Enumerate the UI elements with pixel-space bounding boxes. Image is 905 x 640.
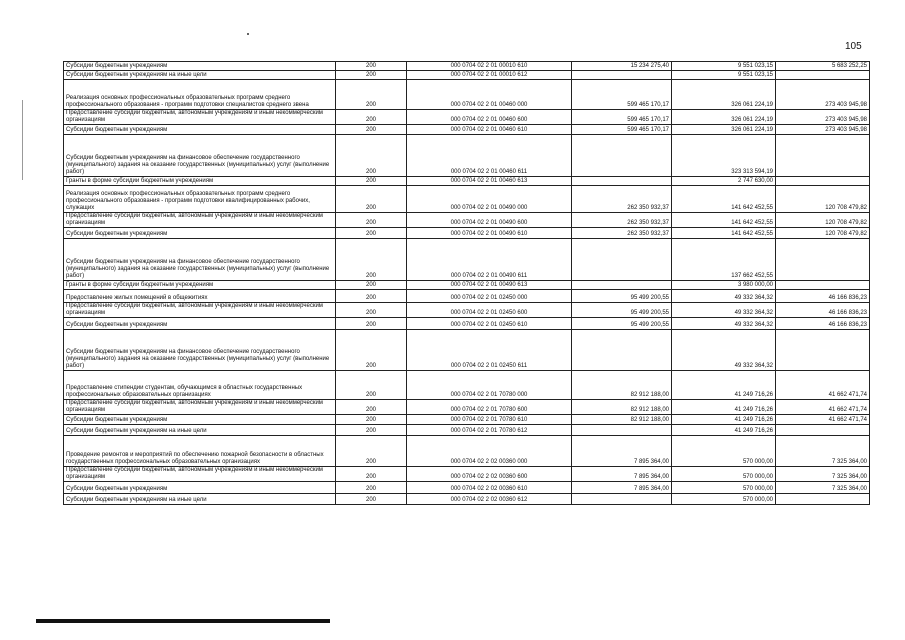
row-amount-remaining: 273 403 945,98 [776,80,870,110]
row-admin-code: 200 [336,494,407,505]
row-amount-planned: 95 499 200,55 [572,318,672,330]
row-amount-executed: 326 061 224,19 [672,110,776,125]
row-amount-executed: 49 332 364,32 [672,330,776,371]
row-budget-classification-code: 000 0704 02 2 01 00460 600 [407,110,572,125]
row-admin-code: 200 [336,213,407,228]
row-budget-classification-code: 000 0704 02 2 01 00460 000 [407,80,572,110]
row-description: Гранты в форме субсидии бюджетным учреждениям [64,177,336,186]
row-budget-classification-code: 000 0704 02 2 02 00360 600 [407,467,572,482]
table-row [64,415,870,425]
row-budget-classification-code: 000 0704 02 2 01 00010 610 [407,62,572,71]
row-amount-executed: 141 642 452,55 [672,228,776,239]
row-budget-classification-code: 000 0704 02 2 01 00490 600 [407,213,572,228]
row-description: Субсидии бюджетным учреждениям [64,62,336,71]
row-admin-code: 200 [336,303,407,318]
table-row [64,135,870,177]
row-description: Субсидии бюджетным учреждениям на финансовое обеспечение государственного (муниципального) задания на оказание государственных (муниципальных) услуг (выполнение работ) [64,135,336,177]
row-budget-classification-code: 000 0704 02 2 01 70780 600 [407,400,572,415]
row-budget-classification-code: 000 0704 02 2 01 70780 610 [407,415,572,425]
table-row [64,400,870,415]
row-description: Предоставление стипендии студентам, обучающимся в областных государственных профессиональных образовательных организациях [64,371,336,400]
row-amount-executed: 326 061 224,19 [672,80,776,110]
row-amount-remaining [776,71,870,80]
row-amount-executed: 323 313 594,19 [672,135,776,177]
table-row [64,436,870,467]
row-amount-executed: 41 249 716,26 [672,400,776,415]
table-row [64,110,870,125]
table-row [64,494,870,505]
row-description: Субсидии бюджетным учреждениям на иные цели [64,425,336,436]
page-number: 105 [845,41,862,52]
row-description: Предоставление субсидий бюджетным, автономным учреждениям и иным некоммерческим организациям [64,400,336,415]
scan-margin-line [22,100,23,180]
table-row [64,125,870,135]
row-admin-code: 200 [336,239,407,281]
row-amount-planned: 95 499 200,55 [572,290,672,303]
row-admin-code: 200 [336,80,407,110]
row-admin-code: 200 [336,371,407,400]
row-amount-planned: 262 350 932,37 [572,186,672,213]
row-amount-executed: 49 332 364,32 [672,318,776,330]
row-description: Субсидии бюджетным учреждениям на иные цели [64,494,336,505]
row-description: Субсидии бюджетным учреждениям на иные цели [64,71,336,80]
row-amount-executed: 570 000,00 [672,494,776,505]
row-admin-code: 200 [336,415,407,425]
row-admin-code: 200 [336,425,407,436]
row-amount-planned: 7 895 364,00 [572,436,672,467]
row-amount-executed: 3 980 000,00 [672,281,776,290]
row-amount-remaining: 41 662 471,74 [776,400,870,415]
row-amount-planned: 82 912 188,00 [572,371,672,400]
table-row [64,177,870,186]
row-amount-planned: 599 465 170,17 [572,125,672,135]
row-admin-code: 200 [336,135,407,177]
row-amount-planned: 262 350 932,37 [572,228,672,239]
row-budget-classification-code: 000 0704 02 2 02 00360 610 [407,482,572,494]
row-amount-executed: 49 332 364,32 [672,303,776,318]
table-row [64,186,870,213]
row-amount-planned: 82 912 188,00 [572,400,672,415]
row-admin-code: 200 [336,290,407,303]
row-amount-remaining: 7 325 364,00 [776,482,870,494]
row-amount-remaining: 46 166 836,23 [776,303,870,318]
row-description: Предоставление субсидий бюджетным, автономным учреждениям и иным некоммерческим организациям [64,213,336,228]
row-description: Предоставление субсидий бюджетным, автономным учреждениям и иным некоммерческим организациям [64,303,336,318]
row-amount-planned [572,330,672,371]
row-admin-code: 200 [336,400,407,415]
row-amount-remaining: 273 403 945,98 [776,125,870,135]
budget-table-body [64,62,870,505]
row-amount-planned [572,281,672,290]
row-amount-planned: 15 234 275,40 [572,62,672,71]
row-amount-remaining [776,177,870,186]
row-description: Проведение ремонтов и мероприятий по обеспечению пожарной безопасности в областных государственных профессиональных образовательных организациях [64,436,336,467]
row-admin-code: 200 [336,467,407,482]
row-budget-classification-code: 000 0704 02 2 02 00360 000 [407,436,572,467]
row-budget-classification-code: 000 0704 02 2 01 00460 613 [407,177,572,186]
row-amount-planned: 82 912 188,00 [572,415,672,425]
row-amount-planned: 262 350 932,37 [572,213,672,228]
footer-rule [36,619,330,623]
row-amount-remaining: 7 325 364,00 [776,436,870,467]
budget-table [63,61,870,505]
row-amount-executed: 137 662 452,55 [672,239,776,281]
row-budget-classification-code: 000 0704 02 2 01 02450 600 [407,303,572,318]
table-row [64,239,870,281]
row-amount-remaining: 41 662 471,74 [776,371,870,400]
row-amount-executed: 326 061 224,19 [672,125,776,135]
row-amount-planned: 599 465 170,17 [572,80,672,110]
row-admin-code: 200 [336,436,407,467]
row-budget-classification-code: 000 0704 02 2 01 00010 612 [407,71,572,80]
table-row [64,62,870,71]
row-budget-classification-code: 000 0704 02 2 01 02450 611 [407,330,572,371]
row-amount-executed: 41 249 716,26 [672,415,776,425]
row-admin-code: 200 [336,318,407,330]
row-amount-executed: 570 000,00 [672,467,776,482]
table-row [64,303,870,318]
row-amount-planned: 7 895 364,00 [572,482,672,494]
row-amount-remaining: 46 166 836,23 [776,290,870,303]
row-amount-remaining: 120 708 479,82 [776,186,870,213]
row-amount-remaining [776,135,870,177]
table-row [64,228,870,239]
row-amount-executed: 2 747 630,00 [672,177,776,186]
row-amount-executed: 41 249 716,26 [672,425,776,436]
row-description: Субсидии бюджетным учреждениям [64,318,336,330]
row-budget-classification-code: 000 0704 02 2 01 70780 000 [407,371,572,400]
row-budget-classification-code: 000 0704 02 2 01 00490 611 [407,239,572,281]
row-amount-remaining [776,330,870,371]
row-amount-executed: 41 249 716,26 [672,371,776,400]
row-amount-planned [572,177,672,186]
row-amount-planned [572,135,672,177]
row-budget-classification-code: 000 0704 02 2 01 02450 610 [407,318,572,330]
row-description: Субсидии бюджетным учреждениям на финансовое обеспечение государственного (муниципального) задания на оказание государственных (муниципальных) услуг (выполнение работ) [64,330,336,371]
row-amount-remaining [776,494,870,505]
row-amount-executed: 49 332 364,32 [672,290,776,303]
row-amount-planned: 599 465 170,17 [572,110,672,125]
row-budget-classification-code: 000 0704 02 2 01 00460 610 [407,125,572,135]
row-amount-remaining: 7 325 364,00 [776,467,870,482]
row-description: Субсидии бюджетным учреждениям [64,125,336,135]
row-description: Субсидии бюджетным учреждениям на финансовое обеспечение государственного (муниципального) задания на оказание государственных (муниципальных) услуг (выполнение работ) [64,239,336,281]
row-amount-planned [572,71,672,80]
row-description: Субсидии бюджетным учреждениям [64,482,336,494]
row-description: Гранты в форме субсидии бюджетным учреждениям [64,281,336,290]
row-amount-planned [572,239,672,281]
row-amount-remaining: 5 683 252,25 [776,62,870,71]
row-admin-code: 200 [336,177,407,186]
row-budget-classification-code: 000 0704 02 2 01 00490 610 [407,228,572,239]
row-amount-remaining [776,425,870,436]
row-amount-planned [572,494,672,505]
row-description: Предоставление субсидий бюджетным, автономным учреждениям и иным некоммерческим организациям [64,467,336,482]
row-amount-executed: 9 551 023,15 [672,62,776,71]
table-row [64,213,870,228]
row-amount-executed: 9 551 023,15 [672,71,776,80]
row-admin-code: 200 [336,186,407,213]
row-amount-remaining [776,239,870,281]
row-admin-code: 200 [336,482,407,494]
table-row [64,80,870,110]
row-amount-executed: 570 000,00 [672,436,776,467]
row-description: Субсидии бюджетным учреждениям [64,228,336,239]
row-amount-executed: 570 000,00 [672,482,776,494]
table-row [64,330,870,371]
row-description: Предоставление жилых помещений в общежитиях [64,290,336,303]
row-description: Реализация основных профессиональных образовательных программ среднего профессионального образования - программ подготовки специалистов среднего звена [64,80,336,110]
row-amount-executed: 141 642 452,55 [672,213,776,228]
table-row [64,467,870,482]
table-row [64,290,870,303]
row-amount-planned [572,425,672,436]
table-row [64,482,870,494]
scan-speck [247,33,249,35]
row-amount-remaining: 120 708 479,82 [776,228,870,239]
row-admin-code: 200 [336,281,407,290]
row-budget-classification-code: 000 0704 02 2 01 70780 612 [407,425,572,436]
row-amount-remaining [776,281,870,290]
row-amount-remaining: 273 403 945,98 [776,110,870,125]
row-description: Предоставление субсидий бюджетным, автономным учреждениям и иным некоммерческим организациям [64,110,336,125]
row-admin-code: 200 [336,125,407,135]
row-budget-classification-code: 000 0704 02 2 01 02450 000 [407,290,572,303]
row-amount-remaining: 41 662 471,74 [776,415,870,425]
row-admin-code: 200 [336,71,407,80]
row-amount-remaining: 46 166 836,23 [776,318,870,330]
row-budget-classification-code: 000 0704 02 2 01 00460 611 [407,135,572,177]
row-amount-planned: 7 895 364,00 [572,467,672,482]
row-description: Реализация основных профессиональных образовательных программ среднего профессионального образования - программ подготовки квалифицированных рабочих, служащих [64,186,336,213]
row-budget-classification-code: 000 0704 02 2 01 00490 613 [407,281,572,290]
row-budget-classification-code: 000 0704 02 2 01 00490 000 [407,186,572,213]
row-budget-classification-code: 000 0704 02 2 02 00360 612 [407,494,572,505]
row-admin-code: 200 [336,228,407,239]
row-admin-code: 200 [336,110,407,125]
row-admin-code: 200 [336,330,407,371]
row-amount-remaining: 120 708 479,82 [776,213,870,228]
row-admin-code: 200 [336,62,407,71]
table-row [64,371,870,400]
row-amount-planned: 95 499 200,55 [572,303,672,318]
table-row [64,425,870,436]
table-row [64,71,870,80]
table-row [64,281,870,290]
row-description: Субсидии бюджетным учреждениям [64,415,336,425]
table-row [64,318,870,330]
row-amount-executed: 141 642 452,55 [672,186,776,213]
